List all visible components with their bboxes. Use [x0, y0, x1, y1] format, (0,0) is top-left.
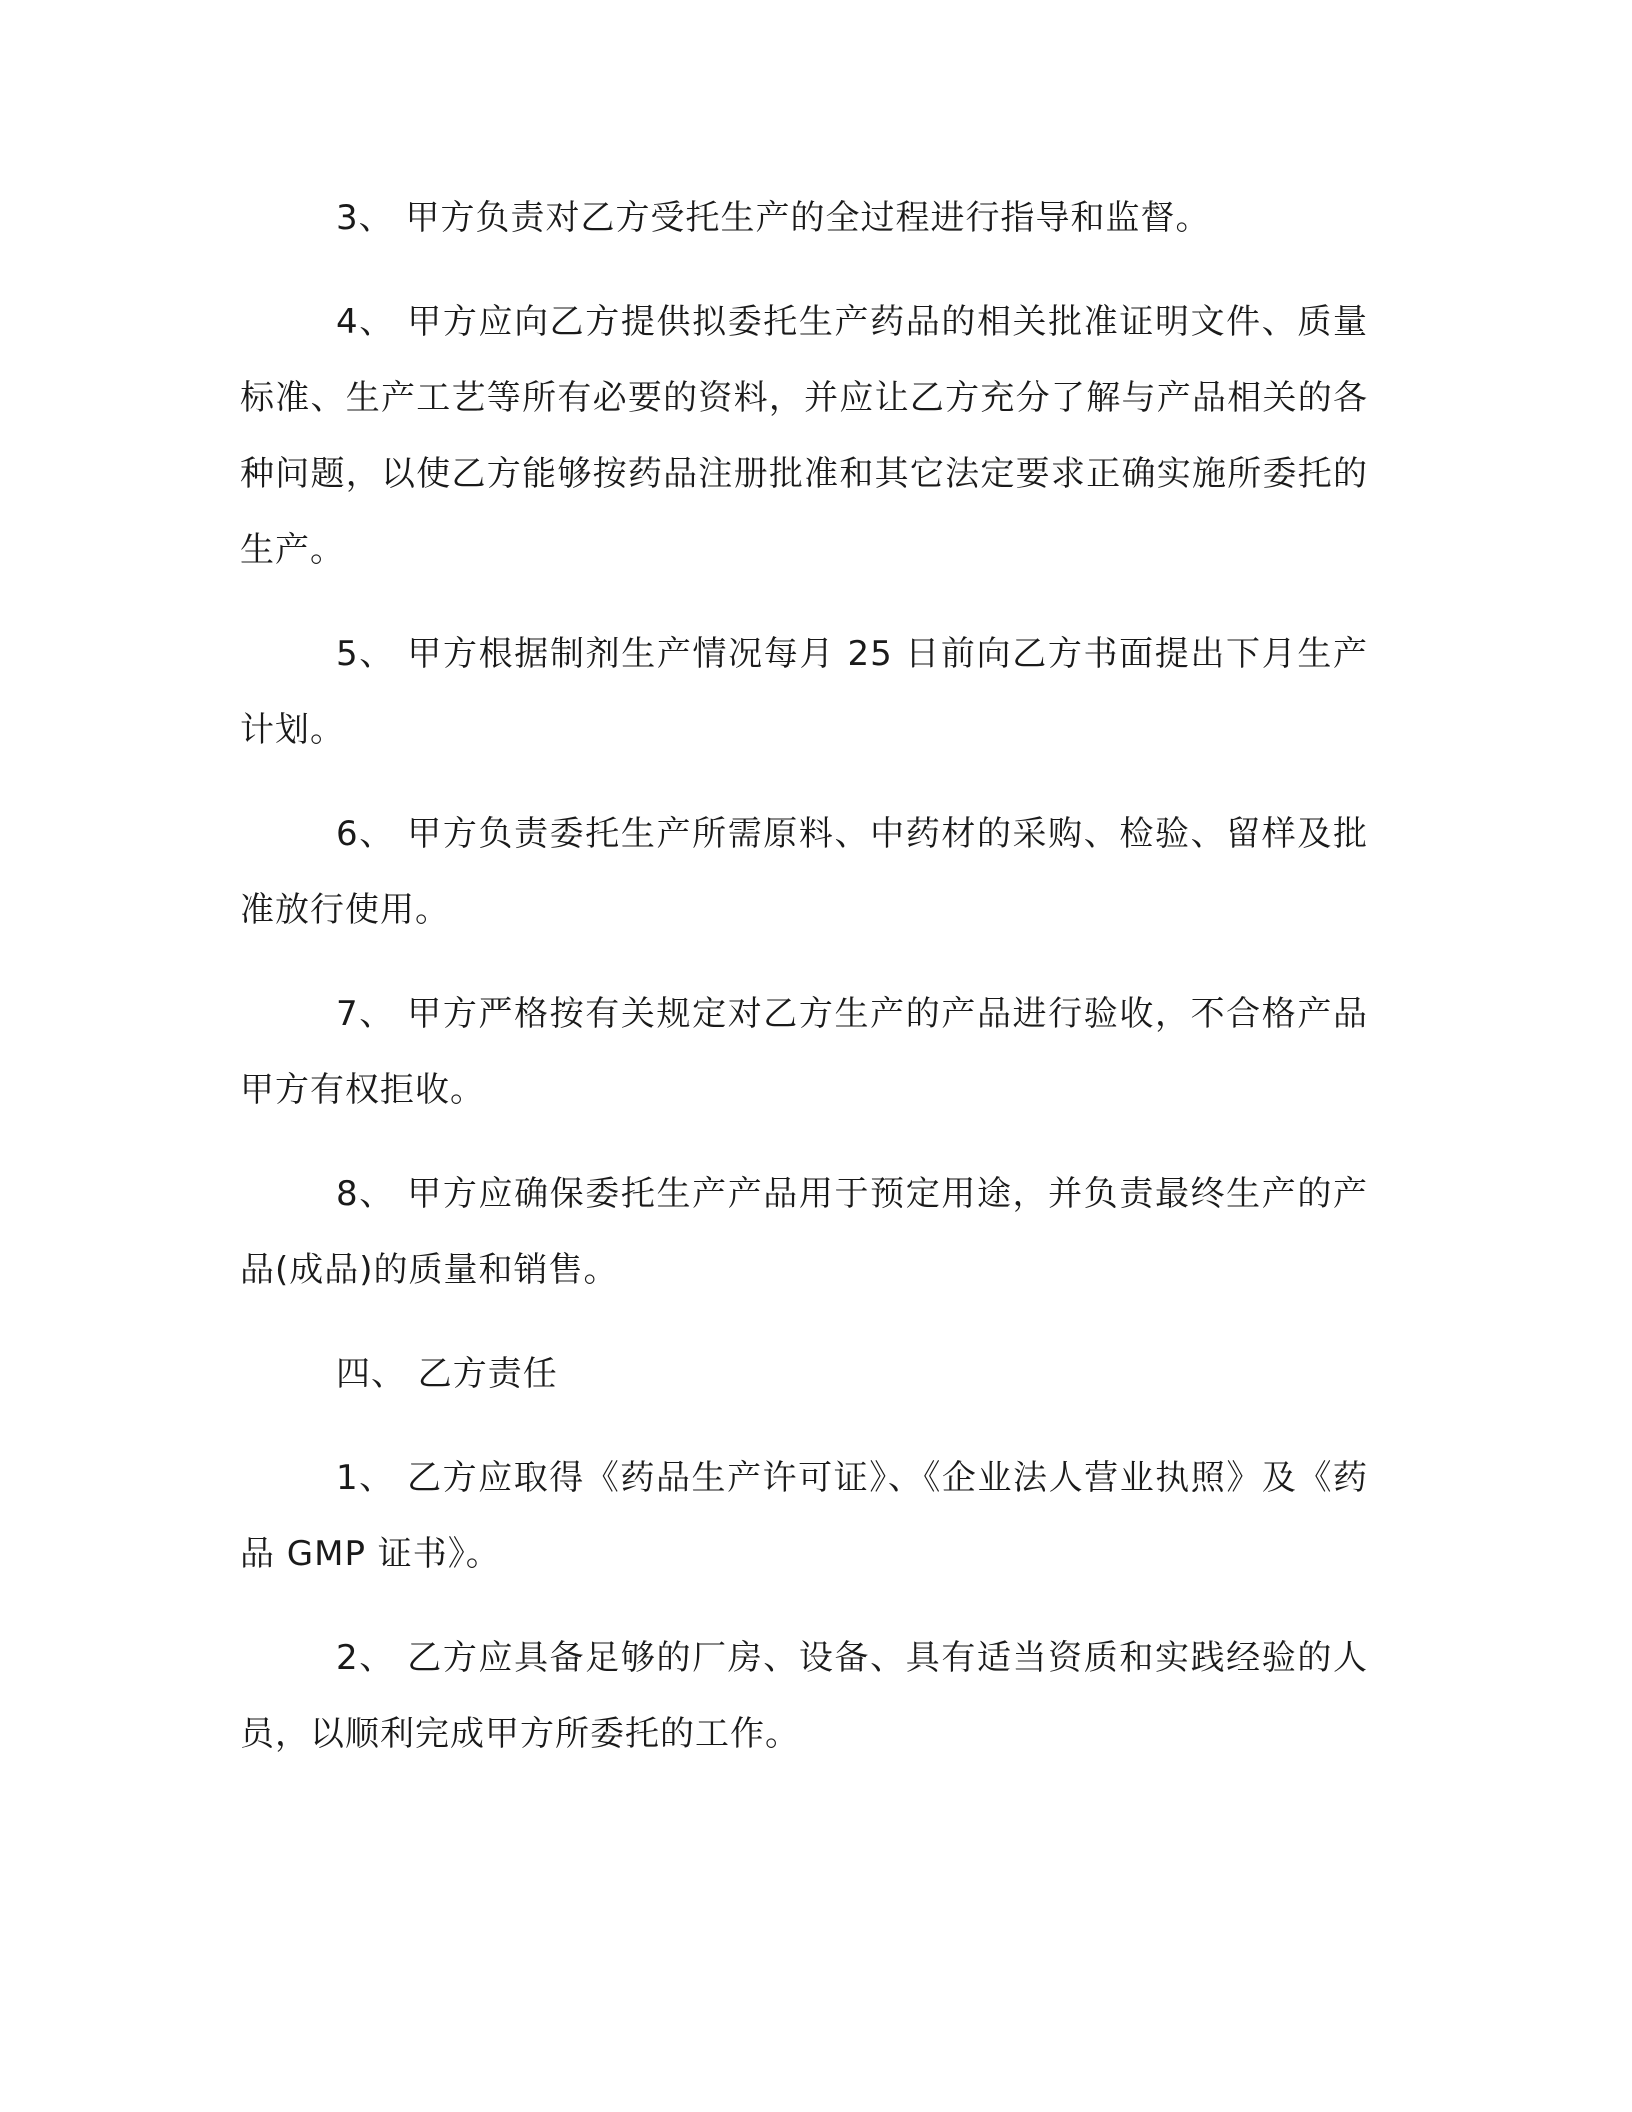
clause-a8: 8、 甲方应确保委托生产产品用于预定用途，并负责最终生产的产品(成品)的质量和销售。: [240, 1174, 1368, 1290]
document-body: [240, 180, 1368, 1800]
clause-b2: 2、 乙方应具备足够的厂房、设备、具有适当资质和实践经验的人员，以顺利完成甲方所委托的工作。: [240, 1638, 1368, 1754]
section-heading-party-b: 四、 乙方责任: [336, 1354, 558, 1394]
clause-a3: 3、 甲方负责对乙方受托生产的全过程进行指导和监督。: [336, 198, 1211, 238]
clause-a4: 4、 甲方应向乙方提供拟委托生产药品的相关批准证明文件、质量标准、生产工艺等所有必要的资料，并应让乙方充分了解与产品相关的各种问题，以使乙方能够按药品注册批准和其它法定要求正确实施所委托的生产。: [240, 302, 1368, 570]
clause-a6: 6、 甲方负责委托生产所需原料、中药材的采购、检验、留样及批准放行使用。: [240, 814, 1368, 930]
clause-b1: 1、 乙方应取得《药品生产许可证》、《企业法人营业执照》及《药品 GMP 证书》。: [240, 1458, 1368, 1574]
clause-a7: 7、 甲方严格按有关规定对乙方生产的产品进行验收，不合格产品甲方有权拒收。: [240, 994, 1368, 1110]
clause-a5: 5、 甲方根据制剂生产情况每月 25 日前向乙方书面提出下月生产计划。: [240, 634, 1368, 750]
